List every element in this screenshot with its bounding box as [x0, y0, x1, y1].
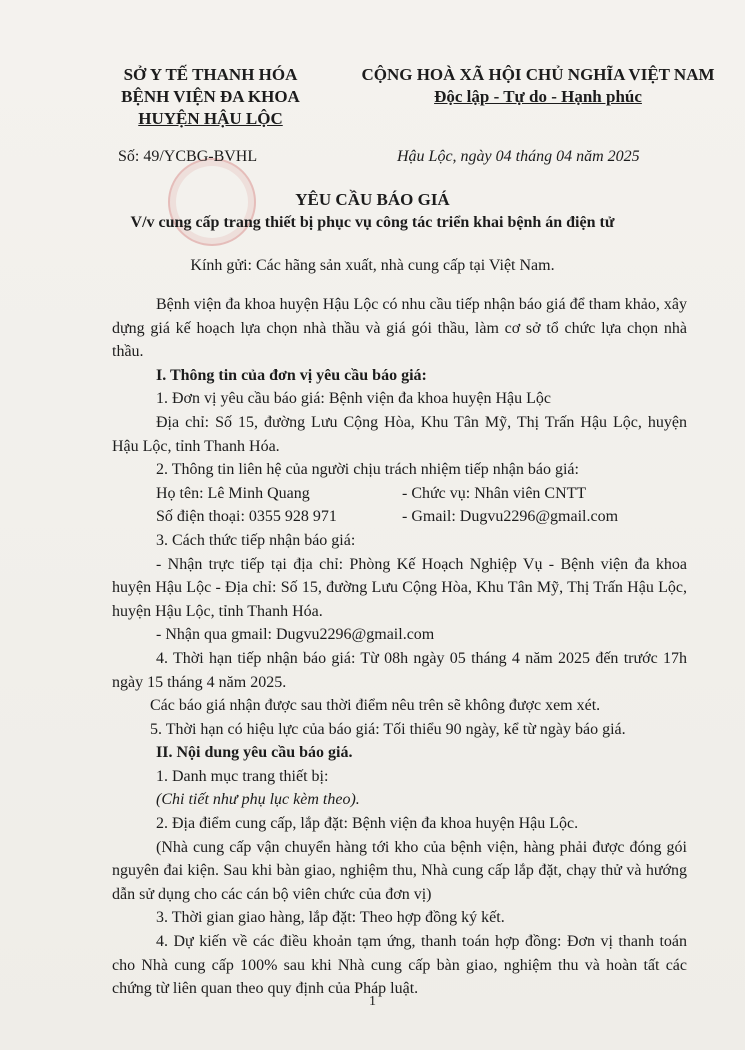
country-name: CỘNG HOÀ XÃ HỘI CHỦ NGHĨA VIỆT NAM: [361, 65, 715, 84]
contact-phone: Số điện thoại: 0355 928 971: [156, 508, 337, 526]
intro-paragraph: Bệnh viện đa khoa huyện Hậu Lộc có nhu cầu tiếp nhận báo giá để tham khảo, xây dựng giá kế hoạch lựa chọn nhà thầu và giá gói thầu, làm cơ sở tổ chức lựa chọn nhà thầu.: [112, 296, 687, 361]
section-2-heading: II. Nội dung yêu cầu báo giá.: [156, 744, 353, 762]
document-body: [112, 293, 687, 1001]
page-number: 1: [369, 994, 376, 1009]
contact-position: - Chức vụ: Nhân viên CNTT: [402, 484, 587, 502]
document-number: Số: 49/YCBG-BVHL: [118, 148, 258, 165]
late-note: Các báo giá nhận được sau thời điểm nêu trên sẽ không được xem xét.: [150, 697, 601, 715]
agency-line-3: HUYỆN HẬU LỘC: [138, 109, 283, 128]
contact-row-1: [112, 482, 687, 506]
contact-row-2: [112, 505, 687, 529]
agency-line-2: BỆNH VIỆN ĐA KHOA: [121, 87, 300, 106]
agency-line-1: SỞ Y TẾ THANH HÓA: [123, 65, 298, 84]
section-2-item-1: 1. Danh mục trang thiết bị:: [156, 767, 329, 785]
section-1-item-1: 1. Đơn vị yêu cầu báo giá: Bệnh viện đa khoa huyện Hậu Lộc: [156, 390, 552, 408]
section-2-item-3: 3. Thời gian giao hàng, lắp đặt: Theo hợp đồng ký kết.: [156, 909, 505, 927]
contact-email: - Gmail: Dugvu2296@gmail.com: [402, 508, 619, 526]
document-subtitle: V/v cung cấp trang thiết bị phục vụ công tác triển khai bệnh án điện tử: [130, 214, 615, 231]
section-1-item-4: 4. Thời hạn tiếp nhận báo giá: Từ 08h ngày 05 tháng 4 năm 2025 đến trước 17h ngày 15 tháng 4 năm 2025.: [112, 649, 687, 691]
section-2-item-1-note: (Chi tiết như phụ lục kèm theo).: [156, 791, 360, 809]
section-1-item-2: 2. Thông tin liên hệ của người chịu trách nhiệm tiếp nhận báo giá:: [156, 461, 579, 479]
section-1-item-3: 3. Cách thức tiếp nhận báo giá:: [156, 531, 356, 549]
document-title: YÊU CẦU BÁO GIÁ: [295, 190, 450, 209]
recipient-line: Kính gửi: Các hãng sản xuất, nhà cung cấp tại Việt Nam.: [190, 257, 555, 274]
section-2-item-4: 4. Dự kiến về các điều khoản tạm ứng, thanh toán hợp đồng: Đơn vị thanh toán cho Nhà cung cấp 100% sau khi Nhà cung cấp bàn giao, nghiệm thu và hoàn tất các chứng từ liên quan theo quy định của Pháp luật.: [112, 933, 687, 998]
national-motto-block: [358, 64, 718, 108]
issuing-agency-block: [88, 64, 333, 130]
place-date: Hậu Lộc, ngày 04 tháng 04 năm 2025: [397, 148, 640, 165]
motto: Độc lập - Tự do - Hạnh phúc: [434, 87, 642, 106]
receive-email: - Nhận qua gmail: Dugvu2296@gmail.com: [156, 626, 435, 644]
section-1-heading: I. Thông tin của đơn vị yêu cầu báo giá:: [156, 366, 427, 384]
section-1-item-5: 5. Thời hạn có hiệu lực của báo giá: Tối thiểu 90 ngày, kể từ ngày báo giá.: [150, 720, 626, 738]
section-2-item-2: 2. Địa điểm cung cấp, lắp đặt: Bệnh viện đa khoa huyện Hậu Lộc.: [156, 815, 579, 833]
contact-name: Họ tên: Lê Minh Quang: [156, 484, 310, 502]
receive-direct: - Nhận trực tiếp tại địa chỉ: Phòng Kế Hoạch Nghiệp Vụ - Bệnh viện đa khoa huyện Hậu Lộc - Địa chỉ: Số 15, đường Lưu Cộng Hòa, Khu Tân Mỹ, Thị Trấn Hậu Lộc, huyện Hậu Lộc, tỉnh Thanh Hóa.: [112, 555, 687, 620]
section-2-item-2-note: (Nhà cung cấp vận chuyển hàng tới kho của bệnh viện, hàng phải được đóng gói nguyên đai kiện. Sau khi bàn giao, nghiệm thu, Nhà cung cấp lắp đặt, chạy thử và hướng dẫn sử dụng cho các cán bộ viên chức của đơn vị): [112, 838, 687, 903]
section-1-address: Địa chỉ: Số 15, đường Lưu Cộng Hòa, Khu Tân Mỹ, Thị Trấn Hậu Lộc, huyện Hậu Lộc, tỉnh Thanh Hóa.: [112, 413, 687, 455]
